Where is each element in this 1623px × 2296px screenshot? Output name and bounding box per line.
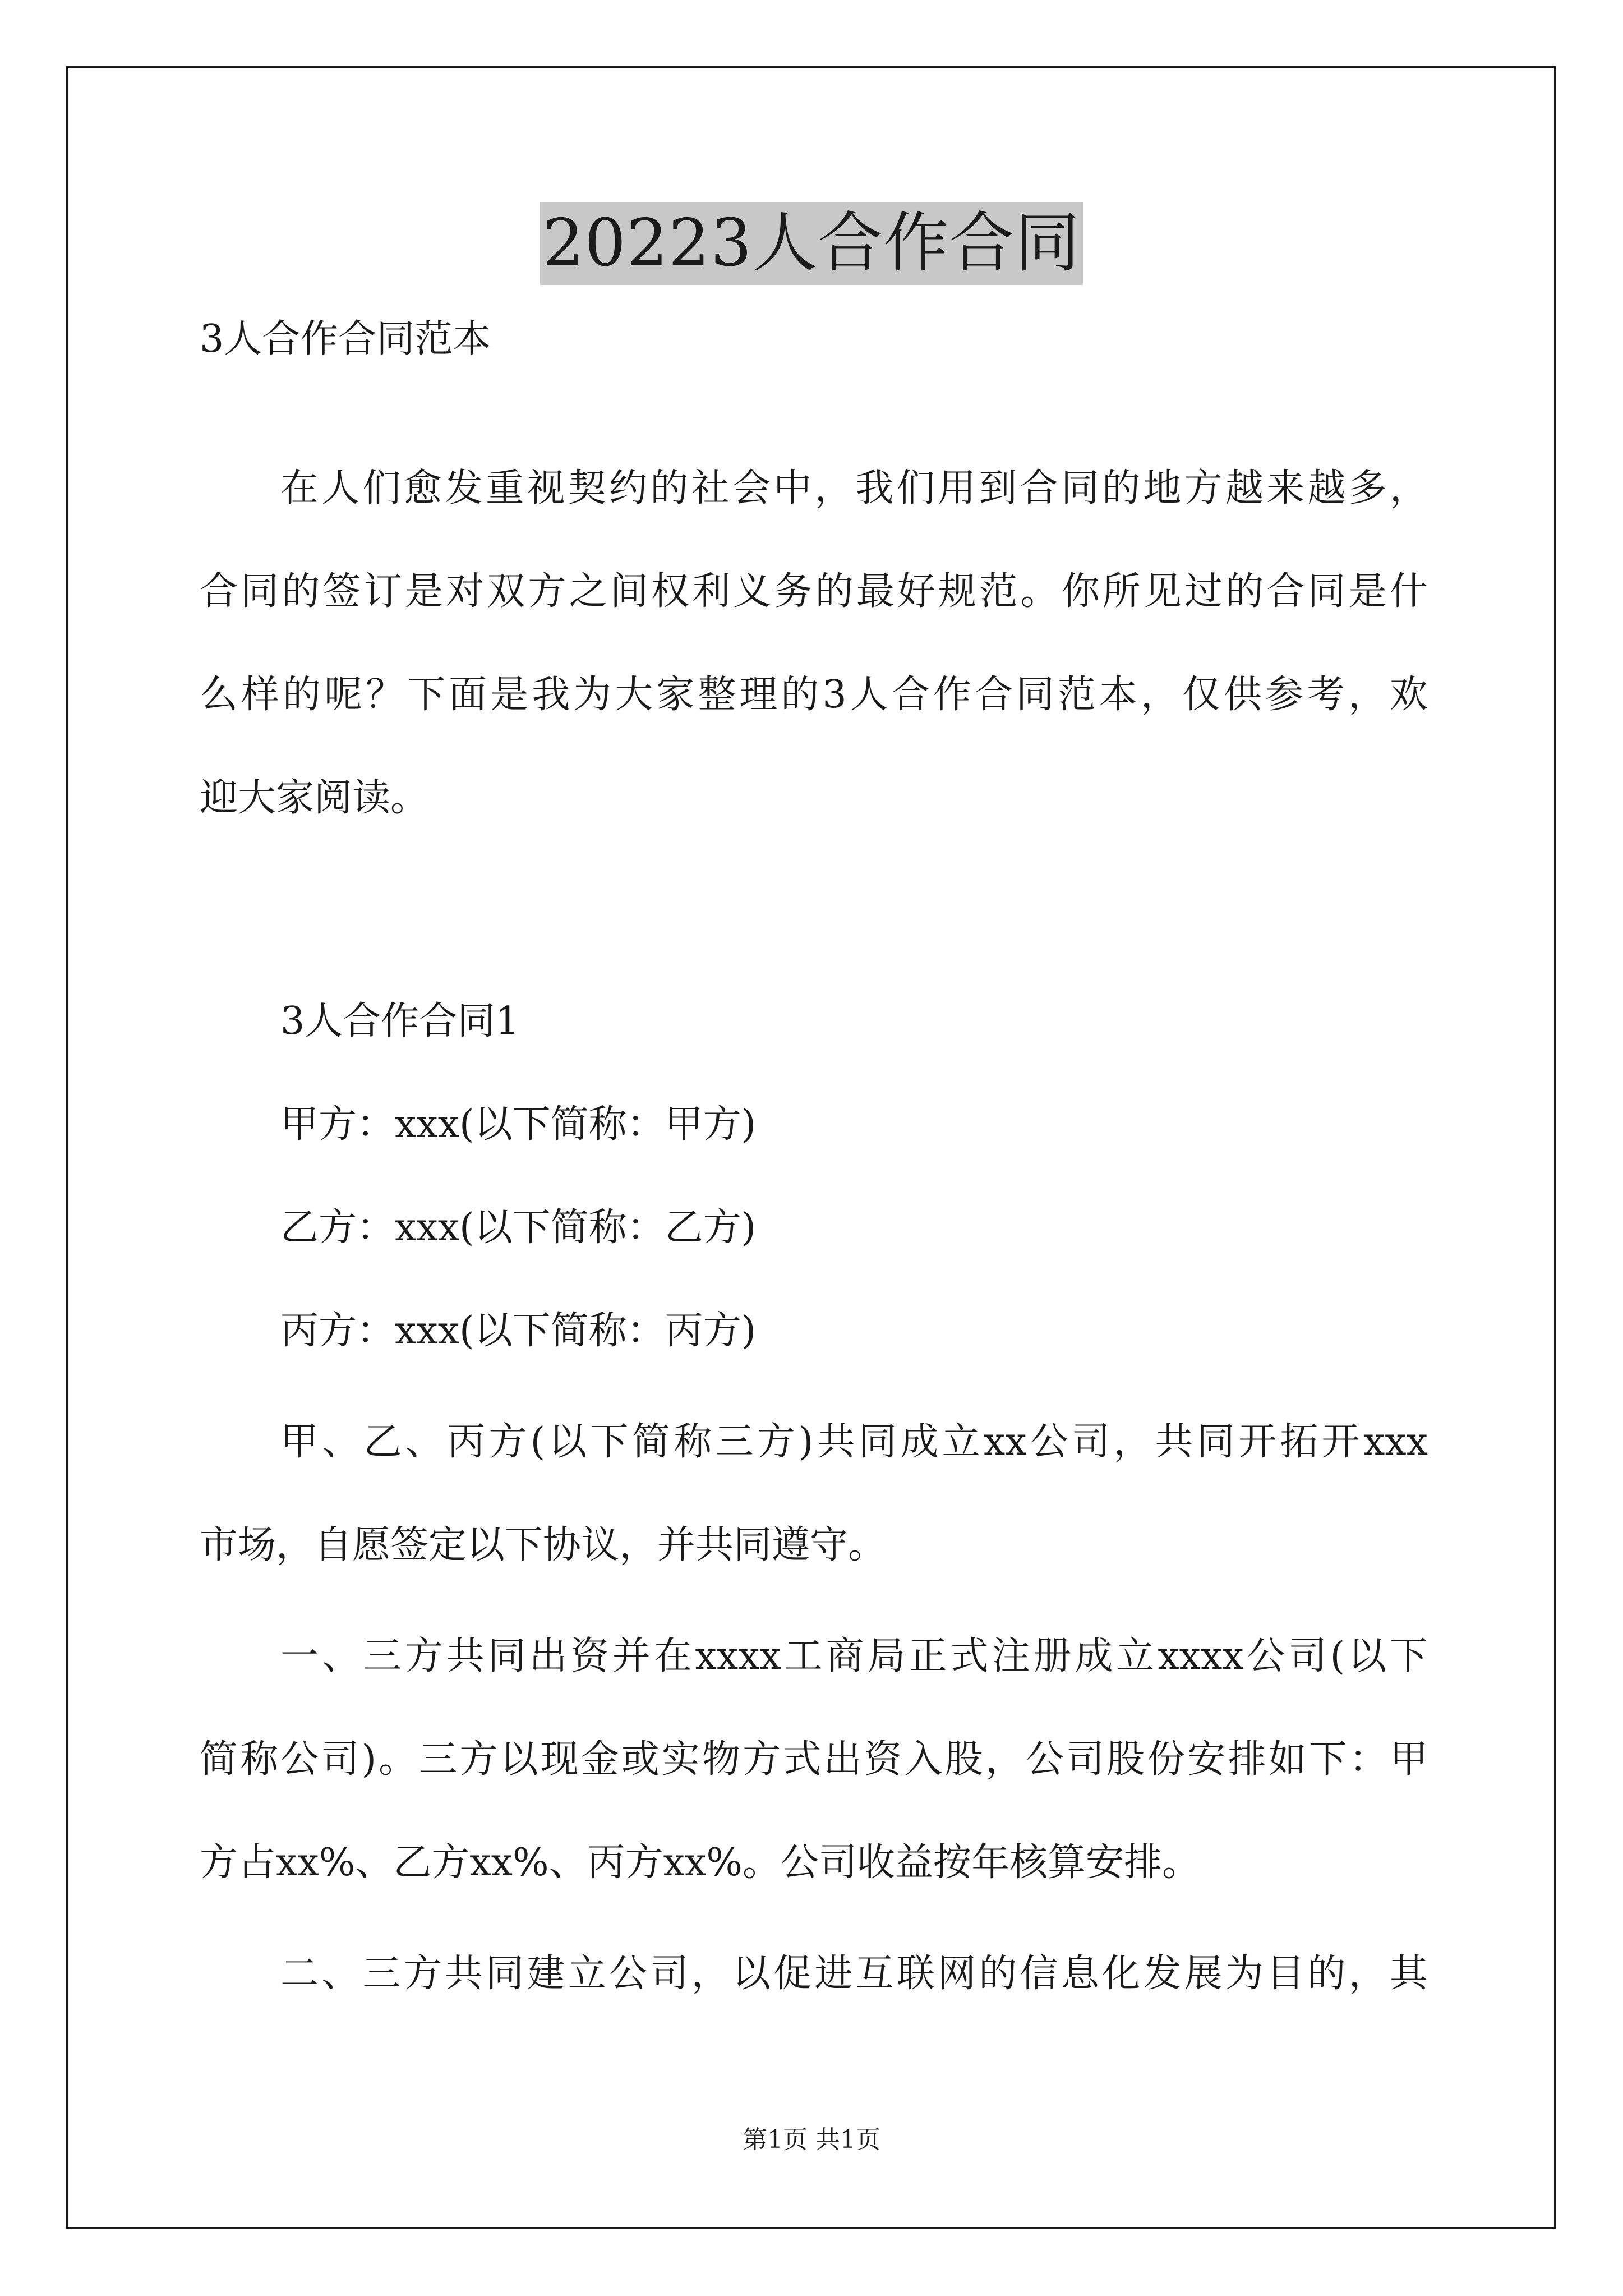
paragraph-line: 合同的签订是对双方之间权利义务的最好规范。你所见过的合同是什 [200,569,1428,614]
party-a-line: 甲方：xxx(以下简称：甲方) [280,1102,757,1147]
party-c-line: 丙方：xxx(以下简称：丙方) [280,1309,757,1353]
paragraph-line: 在人们愈发重视契约的社会中，我们用到合同的地方越来越多， [280,466,1428,510]
title-container [0,202,1623,285]
subsection-heading: 3人合作合同1 [280,999,520,1043]
paragraph-line: 甲、乙、丙方(以下简称三方)共同成立xx公司，共同开拓开xxx [280,1420,1428,1464]
clause-one-line: 简称公司)。三方以现金或实物方式出资入股，公司股份安排如下：甲 [200,1737,1428,1782]
section-heading: 3人合作合同范本 [200,317,491,361]
clause-one-line: 方占xx%、乙方xx%、丙方xx%。公司收益按年核算安排。 [200,1841,1200,1885]
document-title: 20223人合作合同 [540,202,1082,285]
page-footer: 第1页 共1页 [743,2125,880,2154]
clause-two-line: 二、三方共同建立公司，以促进互联网的信息化发展为目的，其 [280,1952,1428,1996]
paragraph-line: 么样的呢？下面是我为大家整理的3人合作合同范本，仅供参考，欢 [200,673,1428,717]
party-b-line: 乙方：xxx(以下简称：乙方) [280,1205,757,1250]
paragraph-line: 迎大家阅读。 [200,776,429,820]
clause-one-line: 一、三方共同出资并在xxxx工商局正式注册成立xxxx公司(以下 [280,1634,1428,1678]
paragraph-line: 市场，自愿签定以下协议，并共同遵守。 [200,1523,887,1567]
